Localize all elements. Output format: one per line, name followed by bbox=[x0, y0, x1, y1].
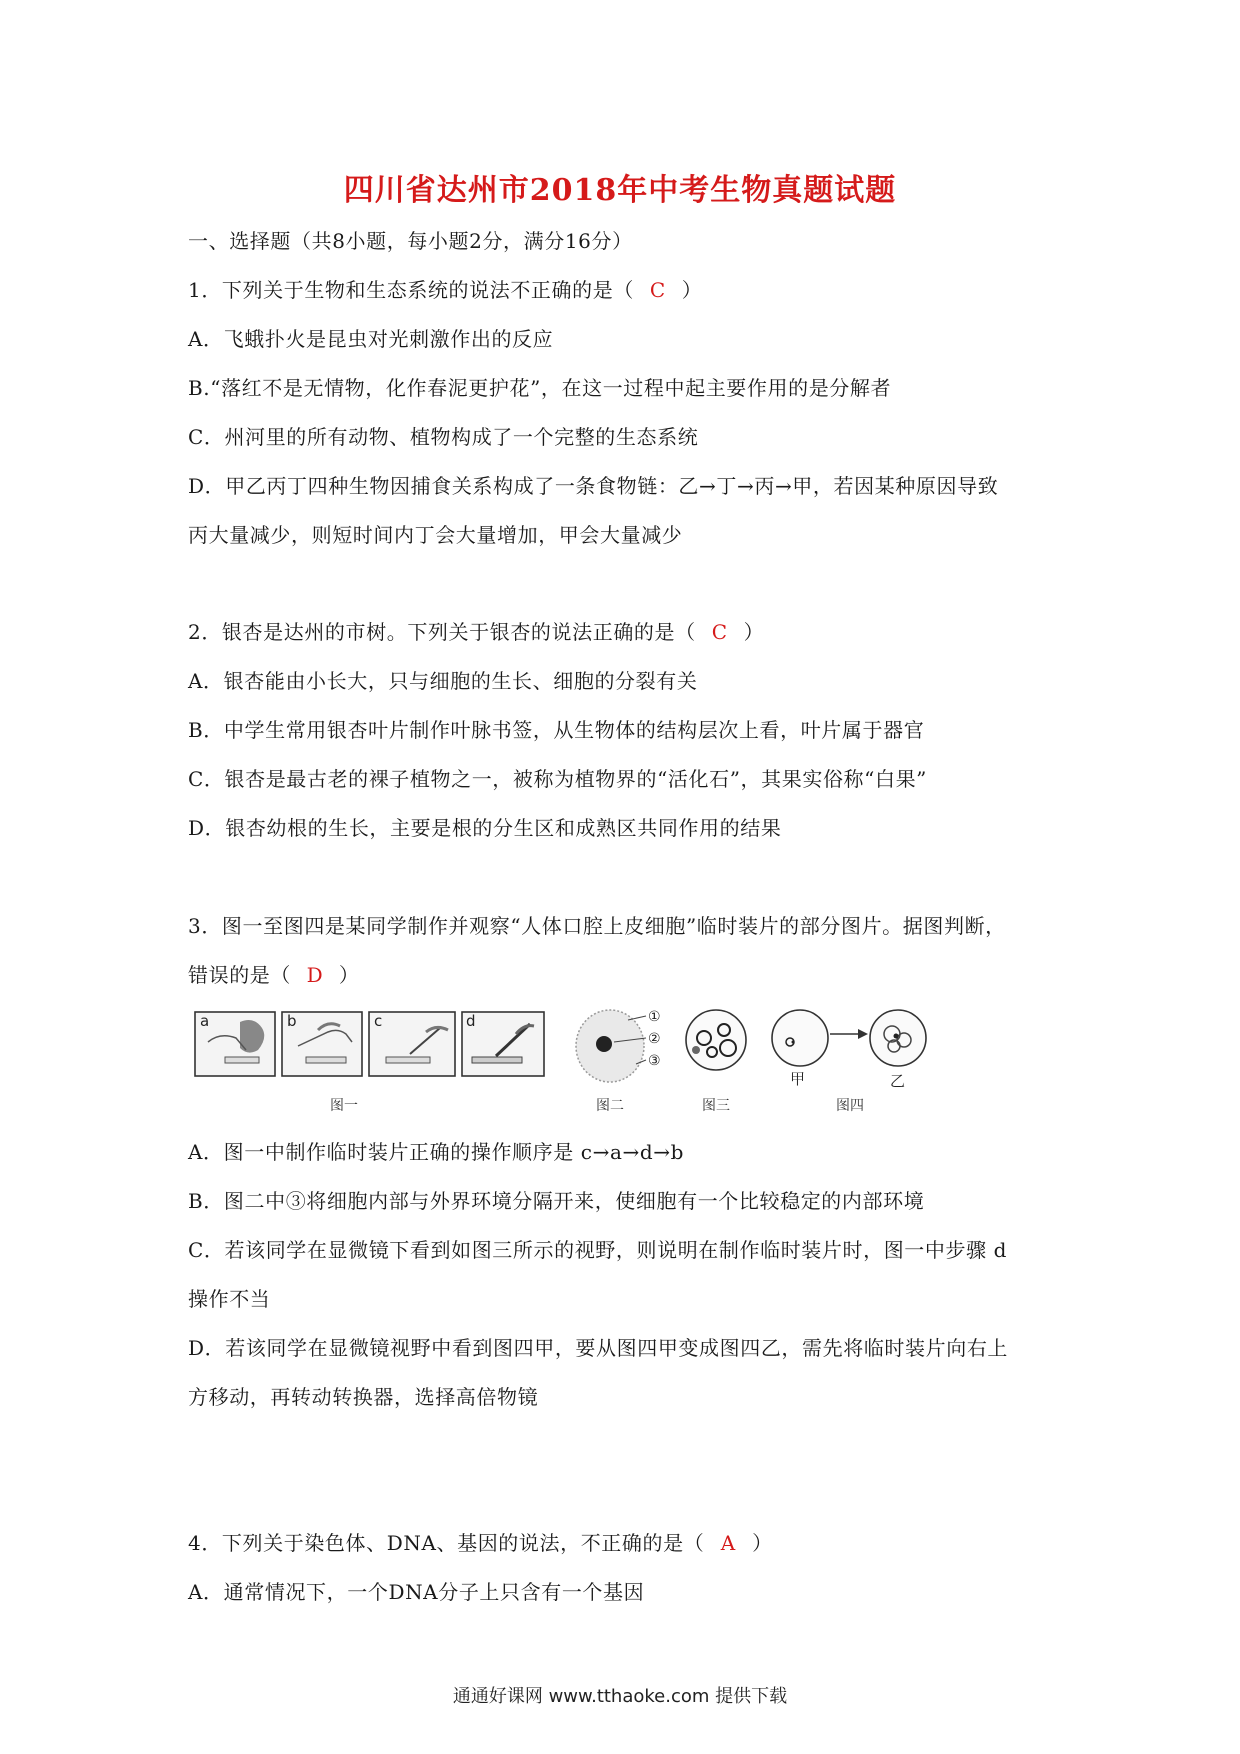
question-4-stem-text: 4．下列关于染色体、DNA、基因的说法，不正确的是（ bbox=[188, 1531, 705, 1555]
figure-1-letter-d: d bbox=[466, 1012, 476, 1030]
question-1-option-d: D．甲乙丙丁四种生物因捕食关系构成了一条食物链：乙→丁→丙→甲，若因某种原因导致 bbox=[188, 474, 999, 498]
question-1-answer: C bbox=[649, 278, 666, 302]
question-3-stem: 3．图一至图四是某同学制作并观察“人体口腔上皮细胞”临时装片的部分图片。据图判断， bbox=[188, 914, 1006, 938]
question-2-stem-text: 2．银杏是达州的市树。下列关于银杏的说法正确的是（ bbox=[188, 620, 696, 644]
figure-1-letter-c: c bbox=[374, 1012, 383, 1030]
question-3-option-c: C．若该同学在显微镜下看到如图三所示的视野，则说明在制作临时装片时，图一中步骤 d bbox=[188, 1238, 1008, 1262]
question-1-option-c: C．州河里的所有动物、植物构成了一个完整的生态系统 bbox=[188, 425, 699, 449]
question-1-stem-text: 1．下列关于生物和生态系统的说法不正确的是（ bbox=[188, 278, 634, 302]
question-2-option-d: D．银杏幼根的生长，主要是根的分生区和成熟区共同作用的结果 bbox=[188, 816, 782, 840]
question-4-answer: A bbox=[720, 1531, 736, 1555]
question-2-option-c: C．银杏是最古老的裸子植物之一，被称为植物界的“活化石”，其果实俗称“白果” bbox=[188, 767, 928, 791]
figure-3-caption: 图三 bbox=[702, 1098, 730, 1114]
page-footer: 通通好课网 www.tthaoke.com 提供下载 bbox=[452, 1686, 788, 1707]
figure-2-cell bbox=[576, 1009, 661, 1114]
question-3-option-a: A．图一中制作临时装片正确的操作顺序是 c→a→d→b bbox=[188, 1140, 685, 1164]
figure-1-panel-d bbox=[462, 1012, 544, 1076]
figure-4-label-yi: 乙 bbox=[890, 1072, 906, 1090]
question-3-option-d: D．若该同学在显微镜视野中看到图四甲，要从图四甲变成图四乙，需先将临时装片向右上 bbox=[188, 1336, 1009, 1360]
question-1-option-b: B.“落红不是无情物，化作春泥更护花”，在这一过程中起主要作用的是分解者 bbox=[188, 376, 892, 400]
question-3-option-d-continued: 方移动，再转动转换器，选择高倍物镜 bbox=[188, 1385, 539, 1409]
page-title: 四川省达州市2018年中考生物真题试题 bbox=[343, 173, 897, 208]
question-4-stem: 4．下列关于染色体、DNA、基因的说法，不正确的是（ A ） bbox=[188, 1531, 773, 1555]
figure-2-marker-3: ③ bbox=[648, 1053, 661, 1069]
figure-1-panels bbox=[195, 1012, 544, 1114]
figure-1-caption: 图一 bbox=[330, 1098, 358, 1114]
figure-2-marker-1: ① bbox=[648, 1009, 661, 1025]
figure-1-panel-c bbox=[369, 1012, 455, 1076]
question-3-figure bbox=[190, 1002, 970, 1122]
question-3-option-c-continued: 操作不当 bbox=[188, 1287, 271, 1311]
question-2-option-b: B．中学生常用银杏叶片制作叶脉书签，从生物体的结构层次上看，叶片属于器官 bbox=[188, 718, 925, 742]
figure-4-fields bbox=[772, 1010, 926, 1114]
figure-1-letter-a: a bbox=[200, 1012, 210, 1030]
question-1-stem: 1．下列关于生物和生态系统的说法不正确的是（ C ） bbox=[188, 278, 703, 302]
question-1-option-a: A．飞蛾扑火是昆虫对光刺激作出的反应 bbox=[188, 327, 554, 351]
figure-2-caption: 图二 bbox=[596, 1098, 624, 1114]
figure-3-field bbox=[686, 1010, 746, 1114]
question-2-option-a: A．银杏能由小长大，只与细胞的生长、细胞的分裂有关 bbox=[188, 669, 698, 693]
figure-1-panel-b bbox=[282, 1012, 362, 1076]
figure-1-panel-a bbox=[195, 1012, 275, 1076]
question-2-stem: 2．银杏是达州的市树。下列关于银杏的说法正确的是（ C ） bbox=[188, 620, 765, 644]
question-3-answer: D bbox=[306, 963, 324, 987]
figure-2-marker-2: ② bbox=[648, 1031, 661, 1047]
question-3-stem-text: 错误的是（ bbox=[188, 963, 291, 987]
question-3-stem-continued: 错误的是（ D ） bbox=[188, 963, 360, 987]
question-3-option-b: B．图二中③将细胞内部与外界环境分隔开来，使细胞有一个比较稳定的内部环境 bbox=[188, 1189, 925, 1213]
question-2-answer: C bbox=[711, 620, 728, 644]
figure-4-label-jia: 甲 bbox=[790, 1070, 806, 1088]
figure-1-letter-b: b bbox=[287, 1012, 297, 1030]
section-heading: 一、选择题（共8小题，每小题2分，满分16分） bbox=[188, 229, 633, 253]
question-1-option-d-continued: 丙大量减少，则短时间内丁会大量增加，甲会大量减少 bbox=[188, 523, 683, 547]
figure-4-caption: 图四 bbox=[836, 1098, 864, 1114]
question-4-option-a: A．通常情况下，一个DNA分子上只含有一个基因 bbox=[188, 1580, 645, 1604]
